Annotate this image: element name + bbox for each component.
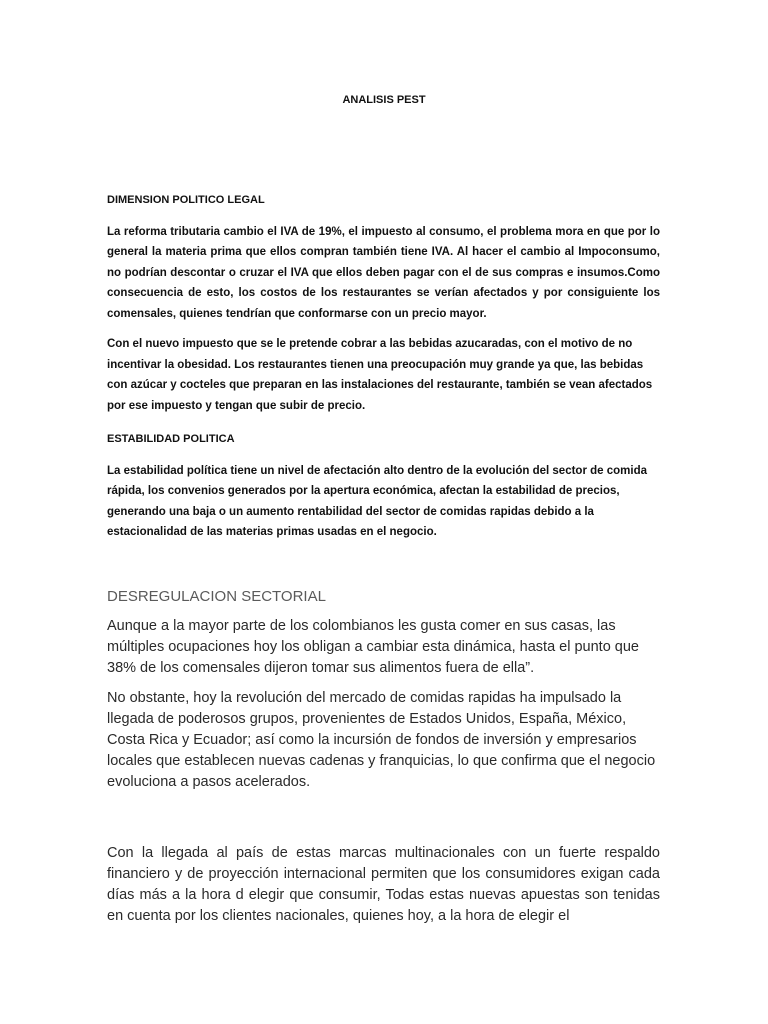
section-heading: DESREGULACION SECTORIAL bbox=[107, 588, 326, 605]
paragraph: La estabilidad política tiene un nivel de afectación alto dentro de la evolución del sector de comida rápida, los convenios generados por la apertura económica, afectan la estabilidad de precios, generando una baja o un aumento rentabilidad del sector de comidas rapidas debido a la estacionalidad de las materias primas usadas en el negocio. bbox=[107, 464, 647, 538]
section-politico-legal bbox=[107, 190, 660, 416]
paragraph: No obstante, hoy la revolución del mercado de comidas rapidas ha impulsado la llegada de poderosos grupos, provenientes de Estados Unidos, España, México, Costa Rica y Ecuador; así como la incursión de fondos de inversión y empresarios locales que establecen nuevas cadenas y franquicias, lo que confirma que el negocio evoluciona a pasos acelerados. bbox=[107, 690, 656, 790]
section-estabilidad-politica bbox=[107, 429, 660, 543]
paragraph: La reforma tributaria cambio el IVA de 19%, el impuesto al consumo, el problema mora en que por lo general la materia prima que ellos compran también tiene IVA. Al hacer el cambio al Impoconsumo, no podrían descontar o cruzar el IVA que ellos deben pagar con el de sus compras e insumos.Como consecuencia de esto, los costos de los restaurantes se verían afectados y por consiguiente los comensales, quienes tendrían que conformarse con un precio mayor. bbox=[107, 225, 660, 320]
paragraph: Aunque a la mayor parte de los colombianos les gusta comer en sus casas, las múltiples ocupaciones hoy los obligan a cambiar esta dinámica, hasta el punto que 38% de los comensales dijeron tomar sus alimentos fuera de ella”. bbox=[107, 618, 639, 676]
paragraph: Con el nuevo impuesto que se le pretende cobrar a las bebidas azucaradas, con el motivo de no incentivar la obesidad. Los restaurantes tienen una preocupación muy grande ya que, las bebidas con azúcar y cocteles que preparan en las instalaciones del restaurante, también se vean afectados por ese impuesto y tengan que subir de precio. bbox=[107, 338, 653, 412]
section-desregulacion-sectorial bbox=[107, 586, 660, 793]
page-title: ANALISIS PEST bbox=[342, 94, 426, 106]
section-heading: ESTABILIDAD POLITICA bbox=[107, 433, 235, 445]
section-heading: DIMENSION POLITICO LEGAL bbox=[107, 194, 265, 206]
paragraph: Con la llegada al país de estas marcas multinacionales con un fuerte respaldo financiero y de proyección internacional permiten que los consumidores exigan cada días más a la hora d elegir que consumir, Todas estas nuevas apuestas son tenidas en cuenta por los clientes nacionales, quienes hoy, a la hora de elegir el bbox=[107, 845, 660, 924]
